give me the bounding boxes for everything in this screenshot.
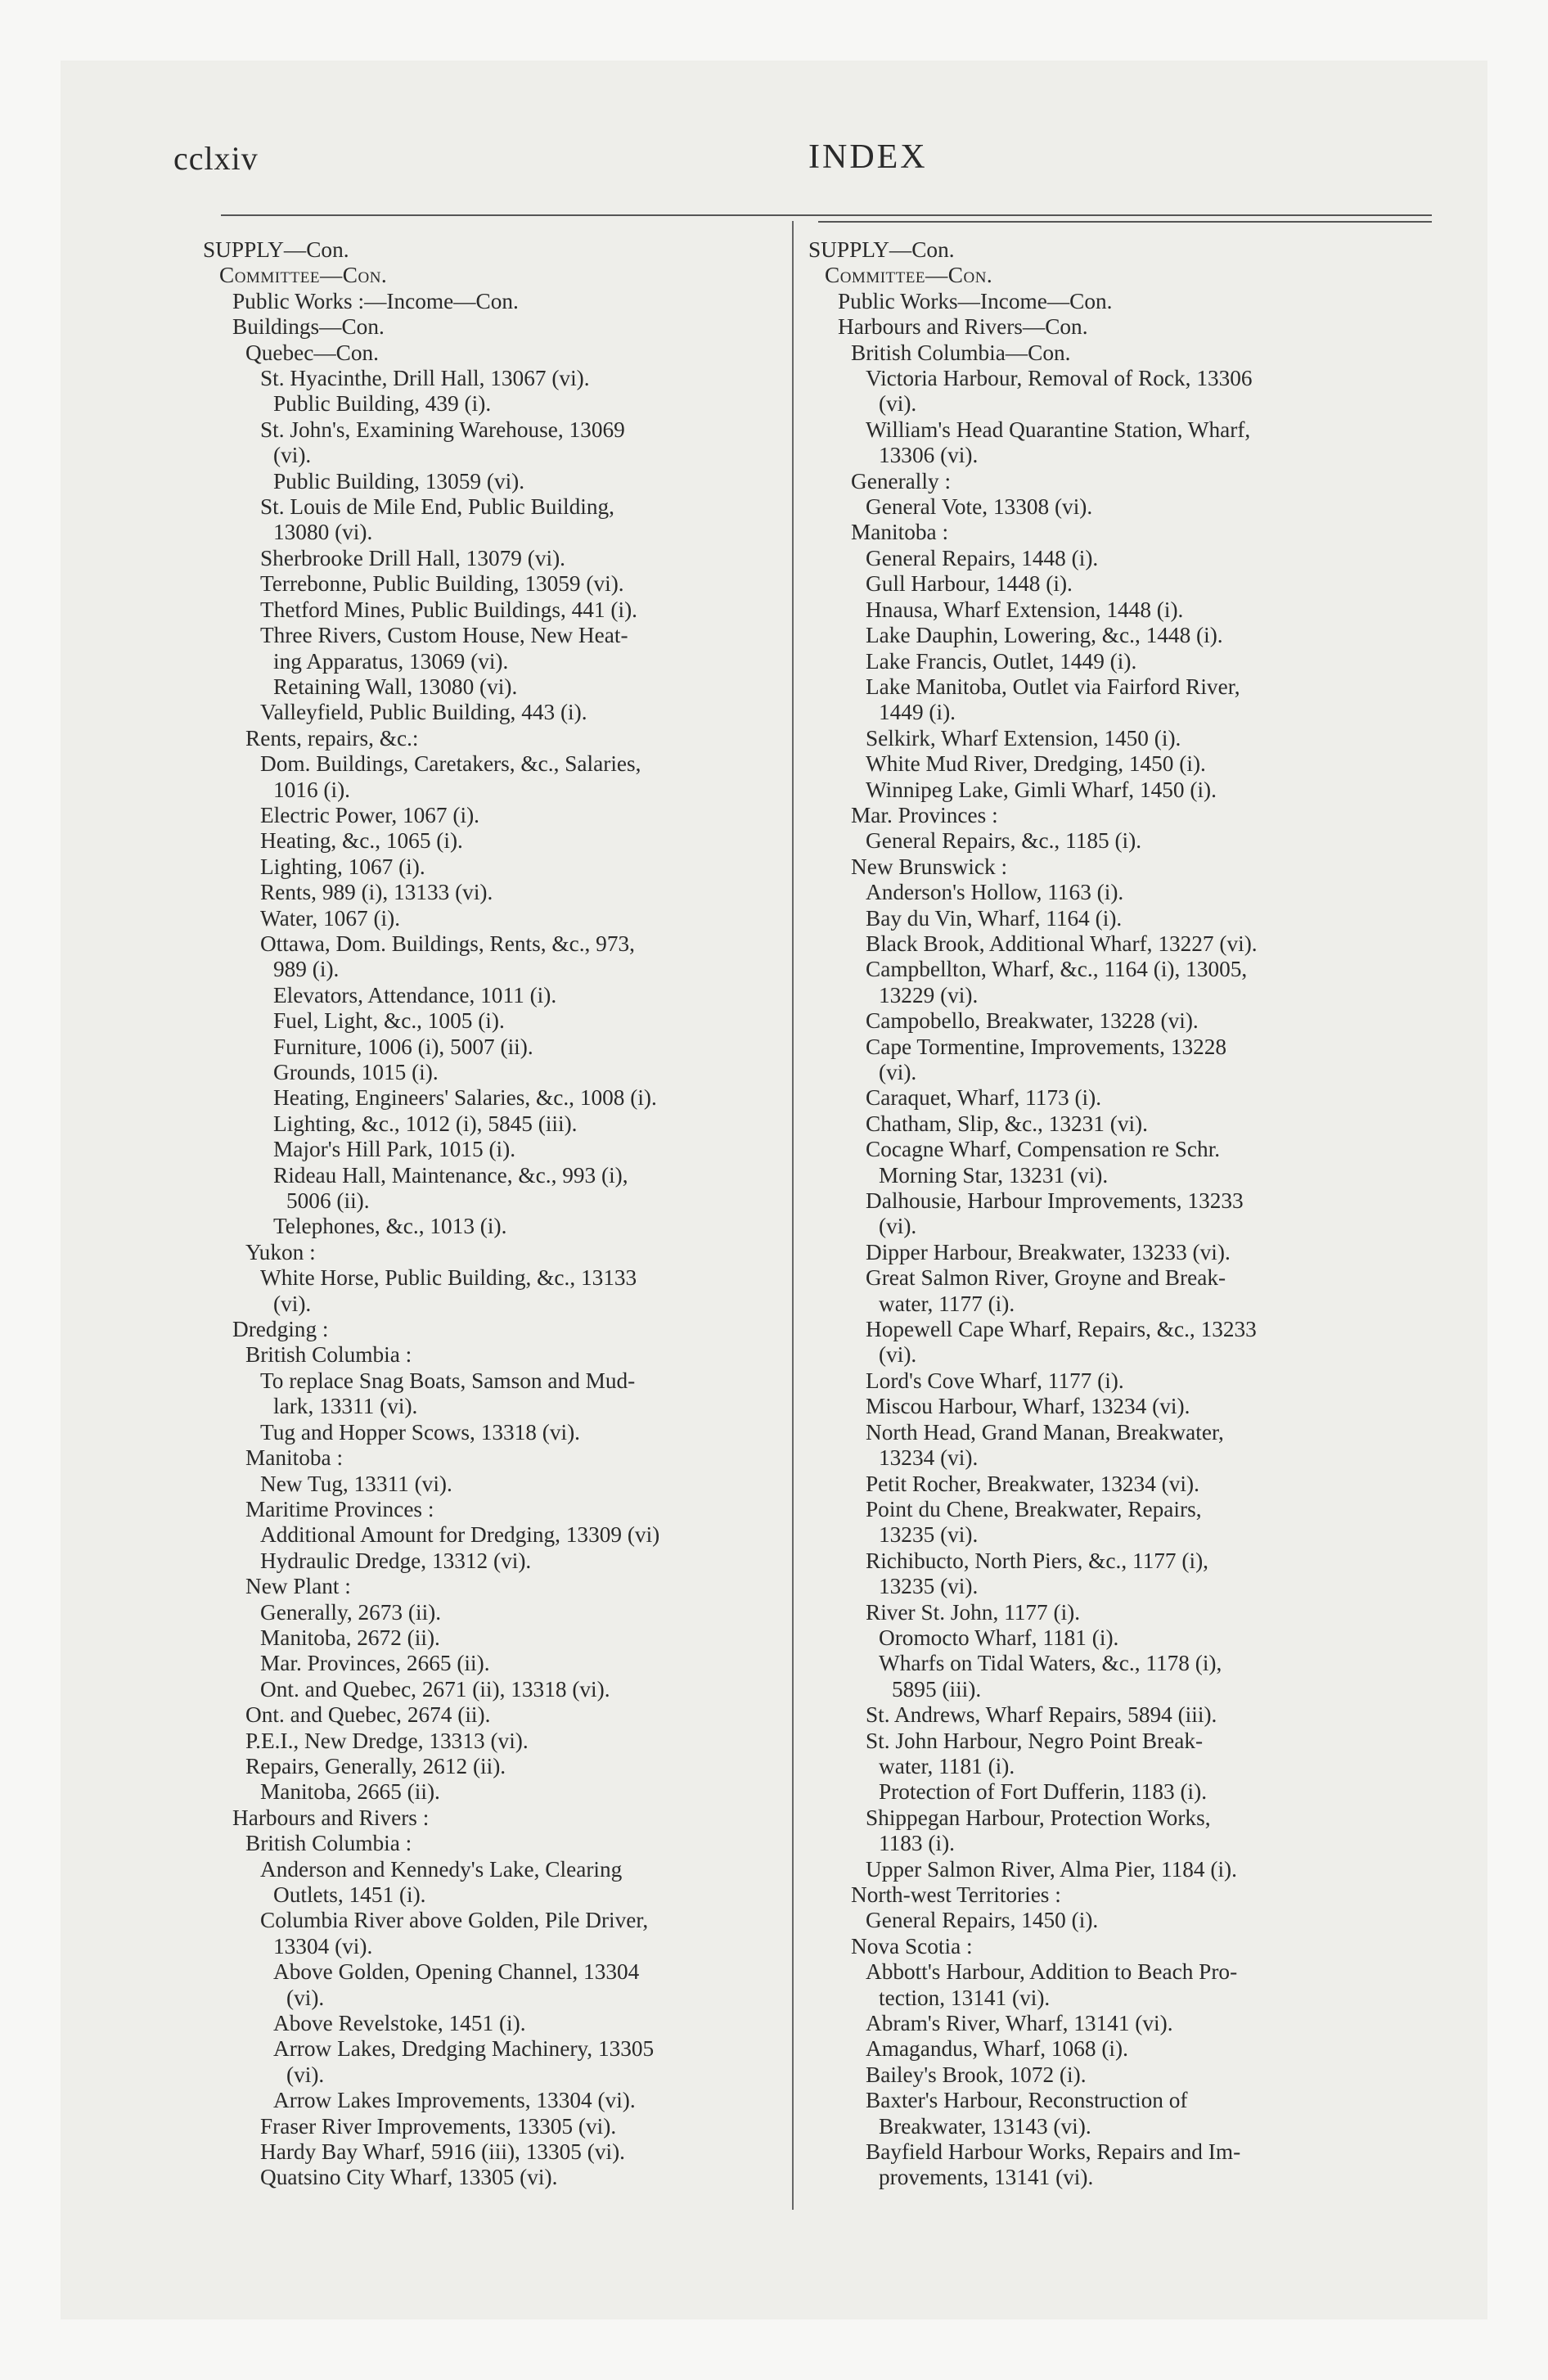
- index-entry: Harbours and Rivers :: [232, 1805, 430, 1830]
- index-entry: Tug and Hopper Scows, 13318 (vi).: [260, 1419, 580, 1445]
- index-entry: Caraquet, Wharf, 1173 (i).: [866, 1085, 1102, 1111]
- index-entry: Above Revelstoke, 1451 (i).: [273, 2011, 526, 2036]
- index-entry: Public Building, 439 (i).: [273, 391, 492, 417]
- index-entry: Retaining Wall, 13080 (vi).: [273, 674, 518, 699]
- index-entry: 13080 (vi).: [273, 520, 373, 545]
- index-entry: To replace Snag Boats, Samson and Mud-: [260, 1368, 636, 1393]
- index-entry: Dipper Harbour, Breakwater, 13233 (vi).: [866, 1239, 1231, 1264]
- index-entry: Rideau Hall, Maintenance, &c., 993 (i),: [273, 1162, 628, 1188]
- index-entry: (vi).: [879, 1060, 917, 1084]
- index-entry: Cape Tormentine, Improvements, 13228: [866, 1034, 1227, 1059]
- index-entry: Sherbrooke Drill Hall, 13079 (vi).: [260, 545, 565, 570]
- index-entry: Hnausa, Wharf Extension, 1448 (i).: [866, 597, 1184, 622]
- index-entry: (vi).: [286, 2062, 325, 2087]
- index-entry: Petit Rocher, Breakwater, 13234 (vi).: [866, 1471, 1199, 1496]
- index-entry: Heating, Engineers' Salaries, &c., 1008 (i).: [273, 1085, 657, 1111]
- index-entry: Lord's Cove Wharf, 1177 (i).: [866, 1368, 1124, 1393]
- index-entry: tection, 13141 (vi).: [879, 1985, 1051, 2010]
- index-entry: Black Brook, Additional Wharf, 13227 (vi).: [866, 931, 1258, 956]
- index-entry: Lake Manitoba, Outlet via Fairford River,: [866, 674, 1240, 699]
- index-entry: Ottawa, Dom. Buildings, Rents, &c., 973,: [260, 931, 635, 956]
- index-entry: River St. John, 1177 (i).: [866, 1599, 1081, 1625]
- header-rule: [221, 214, 1432, 216]
- index-entry: Anderson's Hollow, 1163 (i).: [866, 880, 1124, 905]
- page-number: cclxiv: [173, 140, 259, 177]
- index-entry: General Vote, 13308 (vi).: [866, 494, 1093, 520]
- index-entry: Buildings—Con.: [232, 314, 385, 340]
- index-entry: Fraser River Improvements, 13305 (vi).: [260, 2113, 617, 2139]
- page-title: INDEX: [808, 138, 928, 176]
- index-entry: Miscou Harbour, Wharf, 13234 (vi).: [866, 1394, 1190, 1419]
- index-entry: Campbellton, Wharf, &c., 1164 (i), 13005,: [866, 957, 1248, 982]
- index-entry: Outlets, 1451 (i).: [273, 1882, 426, 1907]
- index-entry: North Head, Grand Manan, Breakwater,: [866, 1419, 1224, 1445]
- index-entry: Gull Harbour, 1448 (i).: [866, 571, 1073, 597]
- index-entry: New Plant :: [245, 1574, 351, 1599]
- index-entry: 13234 (vi).: [879, 1445, 979, 1471]
- index-entry: Arrow Lakes, Dredging Machinery, 13305: [273, 2036, 655, 2062]
- index-entry: New Brunswick :: [851, 854, 1008, 879]
- index-entry: Public Works :—Income—Con.: [232, 288, 519, 313]
- index-entry: 5895 (iii).: [892, 1676, 982, 1702]
- index-entry: Oromocto Wharf, 1181 (i).: [879, 1625, 1119, 1650]
- index-entry: ing Apparatus, 13069 (vi).: [273, 648, 509, 674]
- index-entry: St. Andrews, Wharf Repairs, 5894 (iii).: [866, 1702, 1217, 1728]
- index-entry: Committee—Con.: [825, 263, 993, 288]
- index-entry: Telephones, &c., 1013 (i).: [273, 1214, 507, 1239]
- index-entry: Public Building, 13059 (vi).: [273, 468, 525, 494]
- index-entry: Additional Amount for Dredging, 13309 (vi): [260, 1522, 660, 1548]
- index-entry: New Tug, 13311 (vi).: [260, 1471, 452, 1496]
- index-entry: Manitoba, 2672 (ii).: [260, 1625, 440, 1650]
- index-entry: (vi).: [273, 443, 312, 468]
- index-entry: Harbours and Rivers—Con.: [838, 314, 1088, 340]
- index-entry: Above Golden, Opening Channel, 13304: [273, 1959, 640, 1985]
- index-entry: British Columbia :: [245, 1831, 412, 1856]
- index-entry: Shippegan Harbour, Protection Works,: [866, 1805, 1211, 1830]
- index-entry: Great Salmon River, Groyne and Break-: [866, 1265, 1226, 1291]
- index-entry: Committee—Con.: [219, 263, 388, 288]
- index-entry: Electric Power, 1067 (i).: [260, 802, 479, 827]
- index-entry: Dom. Buildings, Caretakers, &c., Salaries,: [260, 751, 641, 777]
- index-entry: 13306 (vi).: [879, 443, 979, 468]
- index-entry: (vi).: [879, 391, 917, 417]
- right-column: [808, 237, 1430, 2191]
- index-entry: Hopewell Cape Wharf, Repairs, &c., 13233: [866, 1317, 1257, 1342]
- index-entry: Nova Scotia :: [851, 1933, 973, 1959]
- index-entry: Winnipeg Lake, Gimli Wharf, 1450 (i).: [866, 777, 1217, 802]
- index-entry: 5006 (ii).: [286, 1188, 370, 1214]
- index-entry: Lighting, &c., 1012 (i), 5845 (iii).: [273, 1111, 578, 1136]
- index-entry: 13235 (vi).: [879, 1574, 979, 1599]
- index-entry: Elevators, Attendance, 1011 (i).: [273, 982, 557, 1007]
- index-entry: St. John's, Examining Warehouse, 13069: [260, 417, 625, 442]
- index-entry: SUPPLY—Con.: [808, 237, 955, 262]
- index-entry: Lake Dauphin, Lowering, &c., 1448 (i).: [866, 623, 1223, 648]
- index-entry: 1016 (i).: [273, 777, 351, 802]
- index-entry: Breakwater, 13143 (vi).: [879, 2113, 1091, 2139]
- index-entry: water, 1177 (i).: [879, 1291, 1015, 1316]
- index-entry: 13229 (vi).: [879, 982, 979, 1007]
- index-entry: provements, 13141 (vi).: [879, 2165, 1094, 2190]
- index-entry: Yukon :: [245, 1239, 316, 1264]
- index-entry: Ont. and Quebec, 2674 (ii).: [245, 1702, 491, 1728]
- index-entry: British Columbia :: [245, 1342, 412, 1368]
- index-entry: General Repairs, 1448 (i).: [866, 545, 1099, 570]
- index-entry: 13235 (vi).: [879, 1522, 979, 1548]
- index-entry: Generally, 2673 (ii).: [260, 1599, 442, 1625]
- index-entry: Quebec—Con.: [245, 340, 379, 365]
- index-entry: Amagandus, Wharf, 1068 (i).: [866, 2036, 1128, 2062]
- index-entry: Anderson and Kennedy's Lake, Clearing: [260, 1856, 623, 1882]
- index-entry: Protection of Fort Dufferin, 1183 (i).: [879, 1779, 1208, 1805]
- index-entry: 1183 (i).: [879, 1831, 955, 1856]
- index-entry: Three Rivers, Custom House, New Heat-: [260, 623, 628, 648]
- index-entry: (vi).: [879, 1214, 917, 1239]
- index-entry: Bailey's Brook, 1072 (i).: [866, 2062, 1087, 2087]
- index-entry: Heating, &c., 1065 (i).: [260, 828, 463, 854]
- index-entry: Furniture, 1006 (i), 5007 (ii).: [273, 1034, 533, 1059]
- index-entry: Maritime Provinces :: [245, 1496, 434, 1521]
- index-entry: Upper Salmon River, Alma Pier, 1184 (i).: [866, 1856, 1237, 1882]
- index-entry: Cocagne Wharf, Compensation re Schr.: [866, 1137, 1221, 1162]
- index-entry: 1449 (i).: [879, 700, 956, 725]
- index-entry: North-west Territories :: [851, 1882, 1061, 1907]
- index-entry: Abram's River, Wharf, 13141 (vi).: [866, 2011, 1173, 2036]
- index-entry: Rents, repairs, &c.:: [245, 725, 419, 751]
- index-entry: water, 1181 (i).: [879, 1753, 1015, 1778]
- index-entry: Baxter's Harbour, Reconstruction of: [866, 2088, 1188, 2113]
- index-entry: Richibucto, North Piers, &c., 1177 (i),: [866, 1548, 1208, 1573]
- left-column: [203, 237, 784, 2191]
- index-entry: P.E.I., New Dredge, 13313 (vi).: [245, 1728, 529, 1753]
- index-entry: Grounds, 1015 (i).: [273, 1060, 439, 1084]
- column-divider: [792, 221, 794, 2210]
- index-entry: Victoria Harbour, Removal of Rock, 13306: [866, 366, 1253, 391]
- index-entry: General Repairs, 1450 (i).: [866, 1908, 1099, 1933]
- index-entry: St. Hyacinthe, Drill Hall, 13067 (vi).: [260, 366, 590, 391]
- index-entry: Selkirk, Wharf Extension, 1450 (i).: [866, 725, 1181, 751]
- index-entry: SUPPLY—Con.: [203, 237, 349, 262]
- index-entry: Generally :: [851, 468, 952, 494]
- index-entry: General Repairs, &c., 1185 (i).: [866, 828, 1142, 854]
- index-entry: Manitoba :: [245, 1445, 344, 1471]
- index-entry: Rents, 989 (i), 13133 (vi).: [260, 880, 493, 905]
- index-entry: Morning Star, 13231 (vi).: [879, 1162, 1109, 1188]
- header-rule-secondary: [818, 221, 1432, 223]
- index-entry: Mar. Provinces, 2665 (ii).: [260, 1651, 490, 1676]
- index-entry: 989 (i).: [273, 957, 340, 982]
- index-entry: Bayfield Harbour Works, Repairs and Im-: [866, 2139, 1241, 2165]
- index-entry: Columbia River above Golden, Pile Driver,: [260, 1908, 649, 1933]
- index-entry: Dredging :: [232, 1317, 329, 1342]
- index-entry: Chatham, Slip, &c., 13231 (vi).: [866, 1111, 1148, 1136]
- index-entry: Wharfs on Tidal Waters, &c., 1178 (i),: [879, 1651, 1222, 1676]
- index-entry: Lighting, 1067 (i).: [260, 854, 425, 879]
- index-entry: Major's Hill Park, 1015 (i).: [273, 1137, 516, 1162]
- index-entry: St. Louis de Mile End, Public Building,: [260, 494, 614, 520]
- index-entry: lark, 13311 (vi).: [273, 1394, 418, 1419]
- index-entry: Campobello, Breakwater, 13228 (vi).: [866, 1008, 1199, 1034]
- index-entry: Quatsino City Wharf, 13305 (vi).: [260, 2165, 558, 2190]
- index-entry: (vi).: [273, 1291, 312, 1316]
- index-entry: Hydraulic Dredge, 13312 (vi).: [260, 1548, 532, 1573]
- index-entry: Hardy Bay Wharf, 5916 (iii), 13305 (vi).: [260, 2139, 626, 2165]
- index-entry: Public Works—Income—Con.: [838, 288, 1113, 313]
- index-entry: (vi).: [286, 1985, 325, 2010]
- index-entry: Point du Chene, Breakwater, Repairs,: [866, 1496, 1202, 1521]
- index-entry: Fuel, Light, &c., 1005 (i).: [273, 1008, 505, 1034]
- index-entry: 13304 (vi).: [273, 1933, 373, 1959]
- index-entry: White Mud River, Dredging, 1450 (i).: [866, 751, 1206, 777]
- index-entry: Manitoba, 2665 (ii).: [260, 1779, 440, 1805]
- index-entry: White Horse, Public Building, &c., 13133: [260, 1265, 637, 1291]
- index-entry: Abbott's Harbour, Addition to Beach Pro-: [866, 1959, 1238, 1985]
- index-entry: (vi).: [879, 1342, 917, 1368]
- index-entry: Terrebonne, Public Building, 13059 (vi).: [260, 571, 624, 597]
- index-entry: Arrow Lakes Improvements, 13304 (vi).: [273, 2088, 636, 2113]
- index-entry: Valleyfield, Public Building, 443 (i).: [260, 700, 587, 725]
- index-entry: Dalhousie, Harbour Improvements, 13233: [866, 1188, 1244, 1214]
- index-entry: Repairs, Generally, 2612 (ii).: [245, 1753, 506, 1778]
- index-entry: Lake Francis, Outlet, 1449 (i).: [866, 648, 1137, 674]
- index-entry: Thetford Mines, Public Buildings, 441 (i).: [260, 597, 637, 622]
- index-entry: St. John Harbour, Negro Point Break-: [866, 1728, 1204, 1753]
- page-header: [121, 137, 1430, 187]
- index-entry: Water, 1067 (i).: [260, 905, 401, 931]
- index-entry: Bay du Vin, Wharf, 1164 (i).: [866, 905, 1123, 931]
- index-entry: William's Head Quarantine Station, Wharf,: [866, 417, 1251, 442]
- index-entry: Ont. and Quebec, 2671 (ii), 13318 (vi).: [260, 1676, 610, 1702]
- index-entry: Manitoba :: [851, 520, 949, 545]
- index-entry: Mar. Provinces :: [851, 802, 998, 827]
- index-entry: British Columbia—Con.: [851, 340, 1071, 365]
